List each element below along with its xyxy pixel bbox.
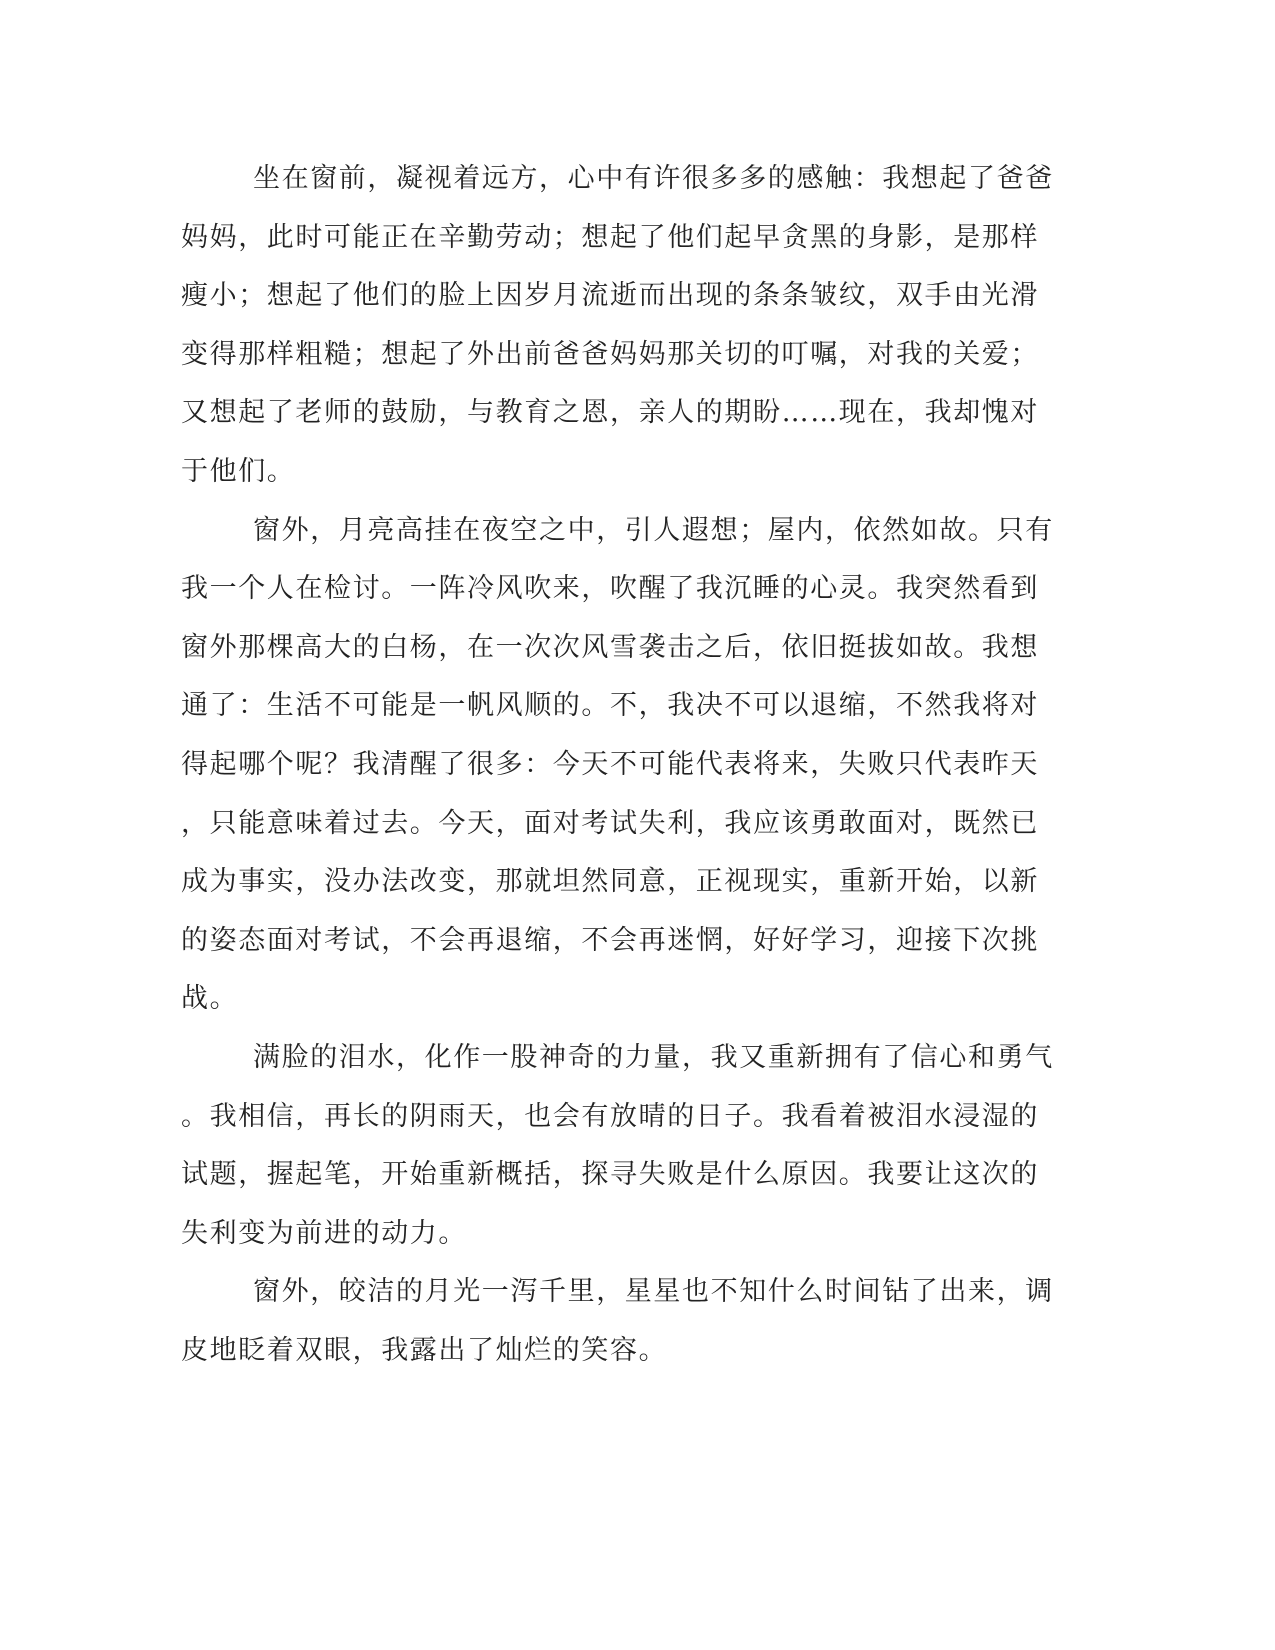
paragraph-line: 于他们。 [181, 455, 296, 487]
paragraph-1 [181, 150, 1054, 502]
paragraph-line: 通了：生活不可能是一帆风顺的。不，我决不可以退缩，不然我将对 [181, 690, 1039, 722]
paragraph-3 [181, 1029, 1054, 1263]
paragraph-line: 坐在窗前，凝视着远方，心中有许很多多的感触：我想起了爸爸 [253, 163, 1054, 194]
paragraph-line: 满脸的泪水，化作一股神奇的力量，我又重新拥有了信心和勇气 [253, 1041, 1054, 1073]
paragraph-line: 窗外，皎洁的月光一泻千里，星星也不知什么时间钻了出来，调 [253, 1276, 1054, 1308]
paragraph-line: 皮地眨着双眼，我露出了灿烂的笑容。 [181, 1334, 668, 1366]
paragraph-line: 战。 [181, 983, 239, 1015]
paragraph-line: 我一个人在检讨。一阵冷风吹来，吹醒了我沉睡的心灵。我突然看到 [181, 573, 1039, 605]
paragraph-line: 得起哪个呢？我清醒了很多：今天不可能代表将来，失败只代表昨天 [181, 748, 1039, 780]
paragraph-line: 试题，握起笔，开始重新概括，探寻失败是什么原因。我要让这次的 [181, 1159, 1039, 1191]
paragraph-line: 瘦小；想起了他们的脸上因岁月流逝而出现的条条皱纹，双手由光滑 [181, 280, 1039, 312]
paragraph-line: ，只能意味着过去。今天，面对考试失利，我应该勇敢面对，既然已 [181, 807, 1039, 839]
paragraph-line: 的姿态面对考试，不会再退缩，不会再迷惘，好好学习，迎接下次挑 [181, 924, 1039, 956]
paragraph-line: 变得那样粗糙；想起了外出前爸爸妈妈那关切的叮嘱，对我的关爱； [181, 338, 1039, 370]
paragraph-line: 。我相信，再长的阴雨天，也会有放晴的日子。我看着被泪水浸湿的 [181, 1100, 1039, 1132]
paragraph-line: 又想起了老师的鼓励，与教育之恩，亲人的期盼……现在，我却愧对 [181, 397, 1039, 429]
paragraph-4 [181, 1263, 1054, 1380]
paragraph-line: 窗外，月亮高挂在夜空之中，引人遐想；屋内，依然如故。只有 [253, 514, 1054, 546]
paragraph-2 [181, 502, 1054, 1029]
paragraph-line: 妈妈，此时可能正在辛勤劳动；想起了他们起早贪黑的身影，是那样 [181, 221, 1039, 253]
paragraph-line: 窗外那棵高大的白杨，在一次次风雪袭击之后，依旧挺拔如故。我想 [181, 631, 1039, 663]
paragraph-line: 失利变为前进的动力。 [181, 1217, 467, 1249]
paragraph-line: 成为事实，没办法改变，那就坦然同意，正视现实，重新开始，以新 [181, 866, 1039, 898]
document-body [181, 150, 1054, 1380]
